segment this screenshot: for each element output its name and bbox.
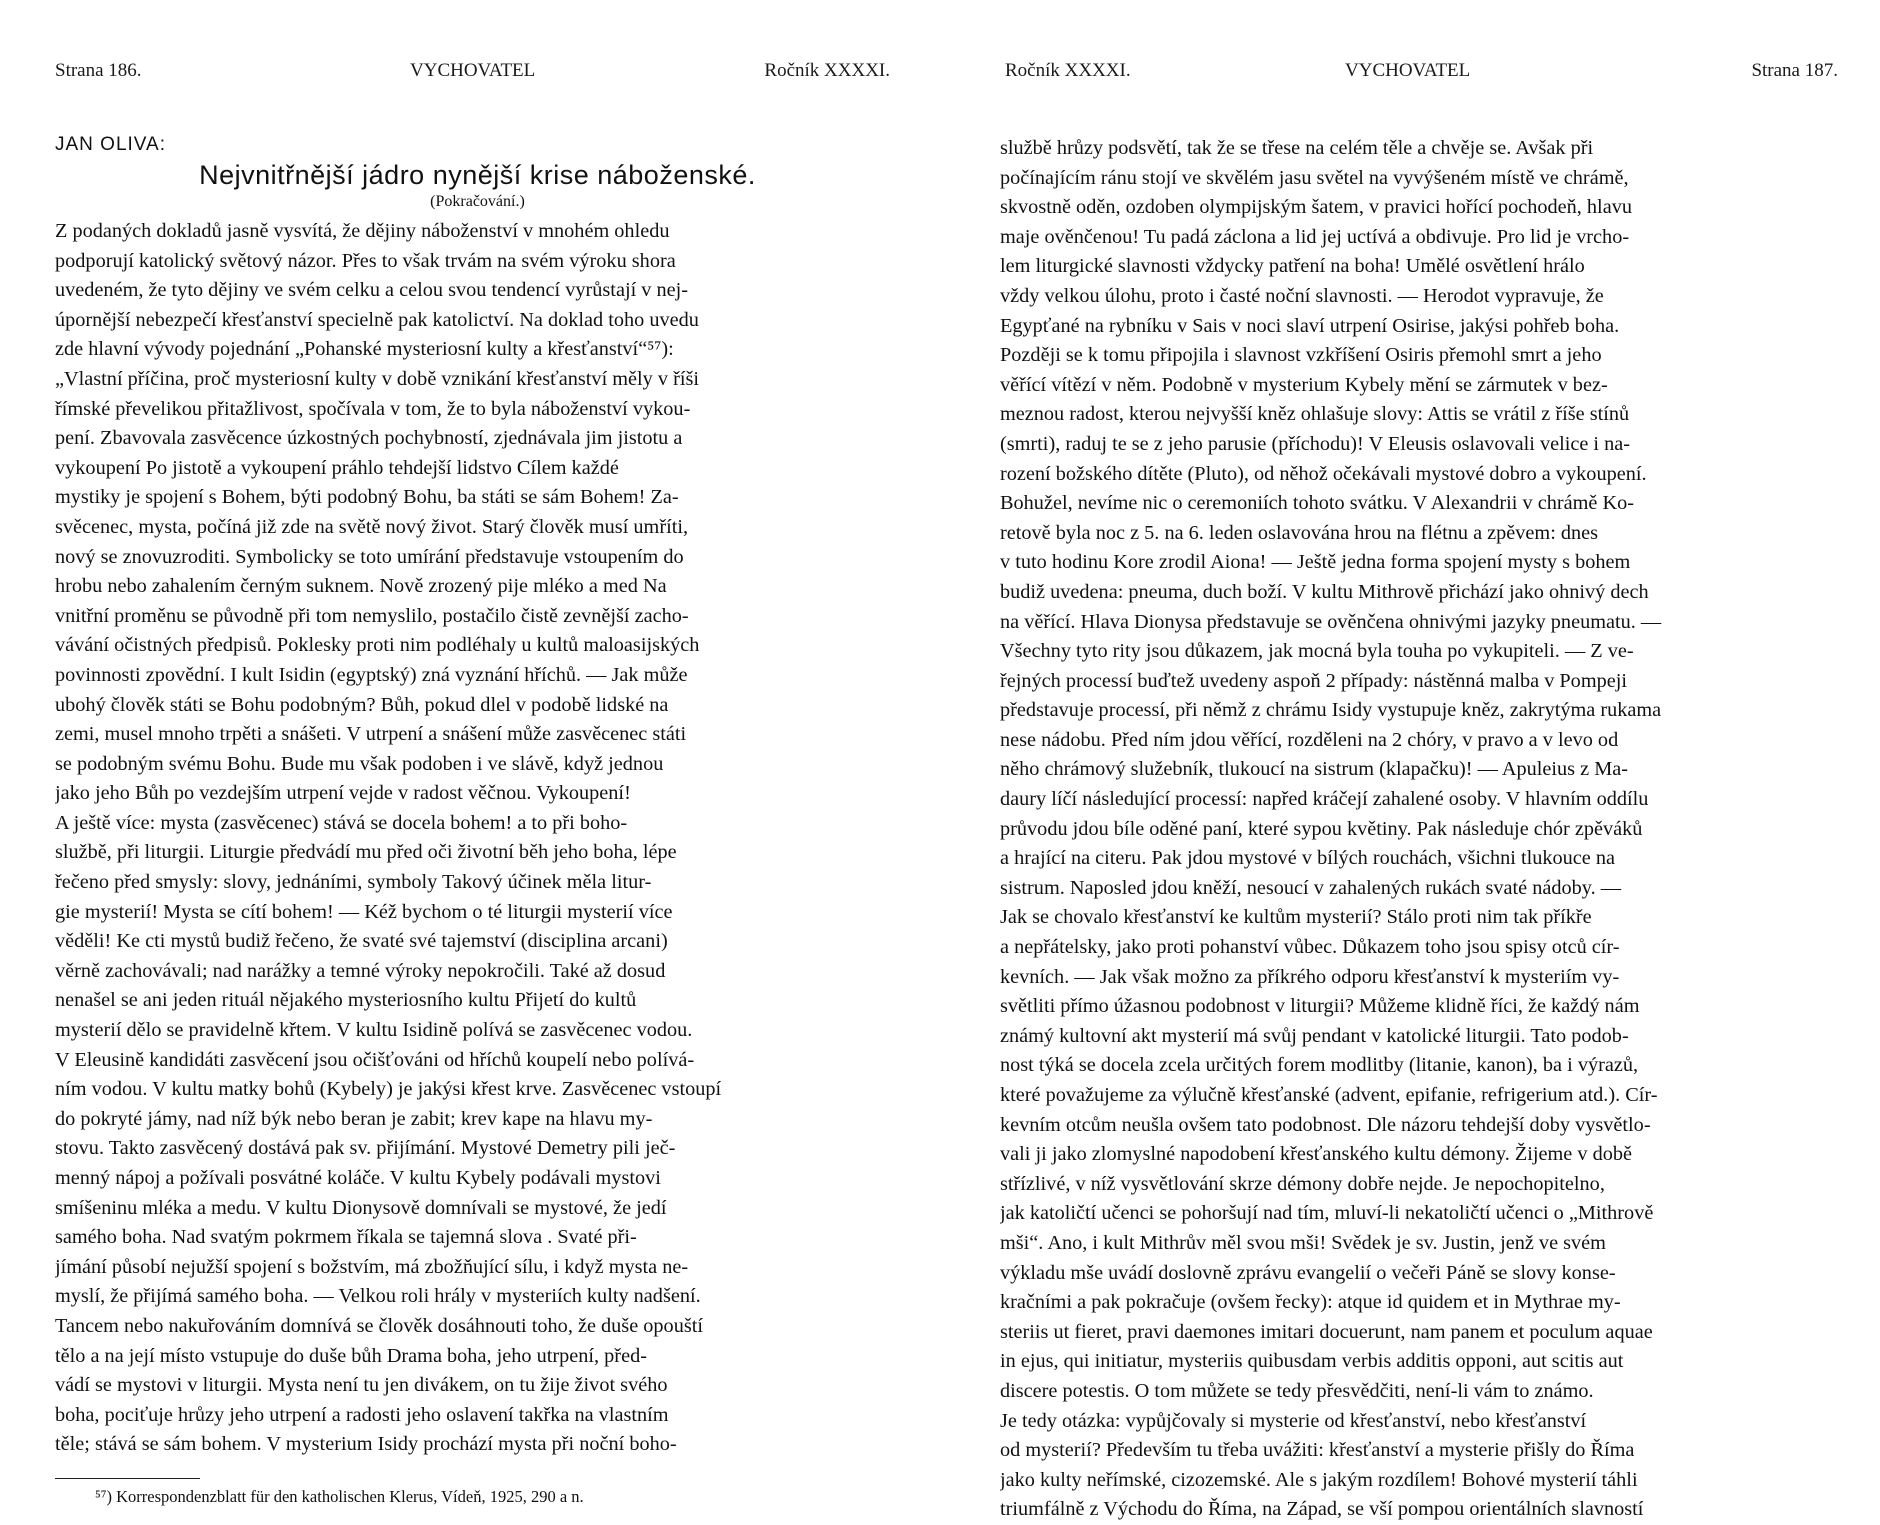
footnote: ⁵⁷) Korrespondenzblatt für den katholischen Klerus, Vídeň, 1925, 290 a n.	[95, 1486, 584, 1506]
text-line: ubohý člověk státi se Bohu podobným? Bůh, pokud dlel v podobě lidské na	[55, 693, 669, 716]
text-line: vádí se mystovi v liturgii. Mysta není tu jen divákem, on tu žije život svého	[55, 1374, 668, 1397]
text-line: mši“. Ano, i kult Mithrův měl svou mši! Svědek je sv. Justin, jenž ve svém	[1000, 1231, 1606, 1254]
text-line: Všechny tyto rity jsou důkazem, jak mocná byla touha po vykupiteli. — Z ve-	[1000, 640, 1634, 663]
text-line: vávání očistných předpisů. Poklesky proti nim podléhaly u kultů maloasijských	[55, 634, 700, 657]
text-line: boha, pociťuje hrůzy jeho utrpení a radosti jeho oslavení takřka na vlastním	[55, 1403, 669, 1426]
text-line: Bohužel, nevíme nic o ceremoniích tohoto svátku. V Alexandrii v chrámě Ko-	[1000, 492, 1635, 515]
text-line: počínajícím ránu stojí ve skvělém jasu světel na vyvýšeném místě ve chrámě,	[1000, 166, 1629, 189]
right-body-text	[1000, 134, 1838, 1525]
text-line: Později se k tomu připojila i slavnost vzkříšení Osiris přemohl smrt a jeho	[1000, 344, 1602, 367]
volume-label: Ročník XXXXI.	[764, 60, 890, 81]
text-line: průvodu jdou bíle oděné paní, které sypou květiny. Pak následuje chór zpěváků	[1000, 817, 1643, 840]
text-line: a hrající na citeru. Pak jdou mystové v bílých rouchách, všichni tlukouce na	[1000, 847, 1616, 870]
text-line: věrně zachovávali; nad narážky a temné výroky nepokročili. Také až dosud	[55, 959, 666, 982]
text-line: triumfálně z Východu do Říma, na Západ, se vší pompou orientálních slavností	[1000, 1498, 1644, 1521]
text-line: A ještě více: mysta (zasvěcenec) stává se docela bohem! a to při boho-	[55, 811, 628, 834]
text-line: smíšeninu mléka a medu. V kultu Dionysově domnívali se mystové, že jedí	[55, 1196, 667, 1219]
text-line: budiž uvedena: pneuma, duch boží. V kultu Mithrově přichází jako ohnivý dech	[1000, 580, 1649, 603]
article-author: JAN OLIVA:	[55, 134, 167, 155]
text-line: podporují katolický světový názor. Přes to však trvám na svém výroku shora	[55, 249, 676, 272]
text-line: stovu. Takto zasvěcený dostává pak sv. přijímání. Mystové Demetry pili ječ-	[55, 1137, 676, 1160]
page-number: Strana 187.	[1751, 60, 1838, 81]
text-line: skvostně oděn, ozdoben olympijským šatem, v pravici hořící pochodeň, hlavu	[1000, 196, 1632, 219]
text-line: jímání působí nejužší spojení s božstvím, má zbožňující sílu, i když mysta ne-	[55, 1255, 689, 1278]
text-line: a nepřátelsky, jako proti pohanství vůbec. Důkazem toho jsou spisy otců cír-	[1000, 936, 1620, 959]
text-line: ním vodou. V kultu matky bohů (Kybely) je jakýsi křest krve. Zasvěcenec vstoupí	[55, 1078, 722, 1101]
text-line: gie mysterií! Mysta se cítí bohem! — Kéž bychom o té liturgii mysterií více	[55, 900, 673, 923]
text-line: v tuto hodinu Kore zrodil Aiona! — Ještě jedna forma spojení mysty s bohem	[1000, 551, 1631, 574]
text-line: Z podaných dokladů jasně vysvítá, že dějiny náboženství v mnohém ohledu	[55, 220, 670, 242]
journal-name: VYCHOVATEL	[410, 60, 536, 81]
text-line: úpornější nebezpečí křesťanství specielně pak katolictví. Na doklad toho uvedu	[55, 308, 699, 331]
text-line: V Eleusině kandidáti zasvěcení jsou očišťováni od hříchů koupelí nebo polívá-	[55, 1048, 695, 1071]
text-line: Egypťané na rybníku v Sais v noci slaví utrpení Osirise, jakýsi pohřeb boha.	[1000, 314, 1620, 337]
text-line: se podobným svému Bohu. Bude mu však podoben i ve slávě, když jednou	[55, 752, 664, 775]
text-line: jako jeho Bůh po vezdejším utrpení vejde v radost věčnou. Vykoupení!	[55, 782, 631, 805]
text-line: pení. Zbavovala zasvěcence úzkostných pochybností, zjednávala jim jistotu a	[55, 427, 683, 450]
journal-name: VYCHOVATEL	[1345, 60, 1471, 81]
text-line: světliti přímo úžasnou podobnost v liturgii? Můžeme klidně říci, že každý nám	[1000, 995, 1640, 1018]
text-line: kevních. — Jak však možno za příkrého odporu křesťanství k mysteriím vy-	[1000, 965, 1620, 988]
text-line: mysterií dělo se pravidelně křtem. V kultu Isidině polívá se zasvěcenec vodou.	[55, 1019, 693, 1042]
text-line: jako kulty neřímské, cizozemské. Ale s jakým rozdílem! Bohové mysterií táhli	[1000, 1468, 1638, 1491]
text-line: myslí, že přijímá samého boha. — Velkou roli hrály v mysteriích kulty nadšení.	[55, 1285, 701, 1308]
text-line: něho chrámový služebník, tlukoucí na sistrum (klapačku)! — Apuleius z Ma-	[1000, 758, 1629, 781]
text-line: nese nádobu. Před ním jdou věřící, rozděleni na 2 chóry, v pravo a v levo od	[1000, 728, 1619, 751]
text-line: steriis ut fieret, pravi daemones imitari docuerunt, nam panem et poculum aquae	[1000, 1320, 1653, 1343]
text-line: vnitřní proměnu se původně při tom nemyslilo, postačilo čistě zevnější zacho-	[55, 604, 689, 627]
text-line: uvedeném, že tyto dějiny ve svém celku a celou svou tendencí vyrůstají v nej-	[55, 279, 689, 302]
text-line: zemi, musel mnoho trpěti a snášeti. V utrpení a snášení může zasvěcenec státi	[55, 723, 687, 746]
volume-label: Ročník XXXXI.	[1005, 60, 1131, 81]
text-line: (smrti), raduj te se z jeho parusie (příchodu)! V Eleusis oslavovali velice i na-	[1000, 432, 1631, 455]
text-line: „Vlastní příčina, proč mysteriosní kulty v době vznikání křesťanství měly v říši	[55, 367, 700, 390]
article-title: Nejvnitřnější jádro nynější krise náboženské.	[199, 160, 756, 190]
text-line: meznou radost, kterou nejvyšší kněz ohlašuje slovy: Attis se vrátil z říše stínů	[1000, 403, 1630, 426]
text-line: do pokryté jámy, nad níž býk nebo beran je zabit; krev kape na hlavu my-	[55, 1107, 653, 1130]
text-line: rození božského dítěte (Pluto), od něhož očekávali mystové dobro a vykoupení.	[1000, 462, 1647, 485]
text-line: řečeno před smysly: slovy, jednáními, symboly Takový účinek měla litur-	[55, 871, 652, 894]
footnote-rule	[55, 1478, 200, 1479]
text-line: samého boha. Nad svatým pokrmem říkala se tajemná slova . Svaté při-	[55, 1226, 637, 1249]
page-number: Strana 186.	[55, 60, 142, 81]
text-line: daury líčí následující processí: napřed kráčejí zahalené osoby. V hlavním oddílu	[1000, 788, 1649, 811]
text-line: vykoupení Po jistotě a vykoupení práhlo tehdejší lidstvo Cílem každé	[55, 456, 619, 479]
text-line: Je tedy otázka: vypůjčovaly si mysterie od křesťanství, nebo křesťanství	[1000, 1409, 1587, 1432]
text-line: tělo a na její místo vstupuje do duše bůh Drama boha, jeho utrpení, před-	[55, 1344, 647, 1367]
text-line: hrobu nebo zahalením černým suknem. Nově zrozený pije mléko a med Na	[55, 575, 667, 598]
text-line: sistrum. Naposled jdou kněží, nesoucí v zahalených rukách svaté nádoby. —	[1000, 876, 1622, 899]
text-line: Jak se chovalo křesťanství ke kultům mysterií? Stálo proti nim tak příkře	[1000, 906, 1592, 929]
left-page	[55, 60, 900, 1507]
text-line: in ejus, qui initiatur, mysteriis quibusdam verbis additis opponi, aut scitis aut	[1000, 1350, 1624, 1373]
text-line: věděli! Ke cti mystů budiž řečeno, že svaté své tajemství (disciplina arcani)	[55, 930, 668, 953]
text-line: menný nápoj a požívali posvátné koláče. V kultu Kybely podávali mystovi	[55, 1167, 661, 1189]
text-line: maje ověnčenou! Tu padá záclona a lid jej uctívá a obdivuje. Pro lid je vrcho-	[1000, 225, 1630, 248]
text-line: službě hrůzy podsvětí, tak že se třese na celém těle a chvěje se. Avšak při	[1000, 137, 1594, 159]
text-line: nenašel se ani jeden rituál nějakého mysteriosního kultu Přijetí do kultů	[55, 989, 637, 1012]
text-line: těle; stává se sám bohem. V mysterium Isidy prochází mysta při noční boho-	[55, 1433, 677, 1456]
text-line: zde hlavní vývody pojednání „Pohanské mysteriosní kulty a křesťanství“⁵⁷):	[55, 338, 674, 361]
text-line: římské převelikou přitažlivost, spočívala v tom, že to byla náboženství vykou-	[55, 397, 691, 420]
text-line: věřící vítězí v něm. Podobně v mysterium Kybely mění se zármutek v bez-	[1000, 373, 1608, 396]
text-line: povinnosti zpovědní. I kult Isidin (egyptský) zná vyznání hříchů. — Jak může	[55, 663, 688, 686]
text-line: nový se znovuzroditi. Symbolicky se toto umírání představuje vstoupením do	[55, 545, 684, 568]
text-line: vali ji jako zlomyslné napodobení křesťanského kultu démony. Žijeme v době	[1000, 1143, 1632, 1166]
text-line: které považujeme za výlučně křesťanské (advent, epifanie, refrigerium atd.). Cír-	[1000, 1084, 1658, 1106]
text-line: nost týká se docela zcela určitých forem modlitby (litanie, kanon), ba i výrazů,	[1000, 1054, 1639, 1077]
text-line: řejných processí buďtež uvedeny aspoň 2 případy: nástěnná malba v Pompeji	[1000, 669, 1628, 692]
running-head-left	[55, 60, 900, 96]
text-line: kevním otcům neušla ovšem tato podobnost. Dle názoru tehdejší doby vysvětlo-	[1000, 1113, 1651, 1136]
text-line: službě, při liturgii. Liturgie předvádí mu před oči životní běh jeho boha, lépe	[55, 841, 677, 864]
text-line: lem liturgické slavnosti vždycky patření na boha! Umělé osvětlení hrálo	[1000, 255, 1585, 278]
text-line: výkladu mše uvádí doslovně zprávu evangelií o večeři Páně se slovy konse-	[1000, 1261, 1616, 1284]
right-page	[1000, 60, 1838, 1525]
article-subtitle: (Pokračování.)	[430, 193, 525, 210]
text-line: kračními a pak pokračuje (ovšem řecky): atque id quidem et in Mythrae my-	[1000, 1291, 1621, 1314]
text-line: od mysterií? Především tu třeba uvážiti: křesťanství a mysterie přišly do Říma	[1000, 1439, 1635, 1462]
text-line: známý kultovní akt mysterií má svůj pendant v katolické liturgii. Tato podob-	[1000, 1024, 1629, 1047]
text-line: jak katoličtí učenci se pohoršují nad tím, mluví-li nekatoličtí učenci o „Mithrově	[1000, 1202, 1654, 1225]
text-line: discere potestis. O tom můžete se tedy přesvědčiti, není-li vám to známo.	[1000, 1379, 1594, 1402]
text-line: na věřící. Hlava Dionysa představuje se ověnčena ohnivými jazyky pneumatu. —	[1000, 610, 1662, 633]
left-body-text	[55, 217, 900, 1460]
text-line: mystiky je spojení s Bohem, býti podobný Bohu, ba státi se sám Bohem! Za-	[55, 486, 679, 509]
text-line: Tancem nebo nakuřováním domnívá se člověk dosáhnouti toho, že duše opouští	[55, 1314, 703, 1337]
text-line: střízlivé, v níž vysvětlování skrze démony dobře nejde. Je nepochopitelno,	[1000, 1172, 1605, 1195]
text-line: představuje processí, při němž z chrámu Isidy vystupuje kněz, zakrytýma rukama	[1000, 699, 1662, 722]
text-line: retově byla noc z 5. na 6. leden oslavována hrou na flétnu a zpěvem: dnes	[1000, 521, 1599, 544]
text-line: vždy velkou úlohu, proto i časté noční slavnosti. — Herodot vypravuje, že	[1000, 284, 1604, 307]
text-line: svěcenec, mysta, počíná již zde na světě nový život. Starý člověk musí umříti,	[55, 515, 689, 538]
running-head-right	[1000, 60, 1838, 96]
